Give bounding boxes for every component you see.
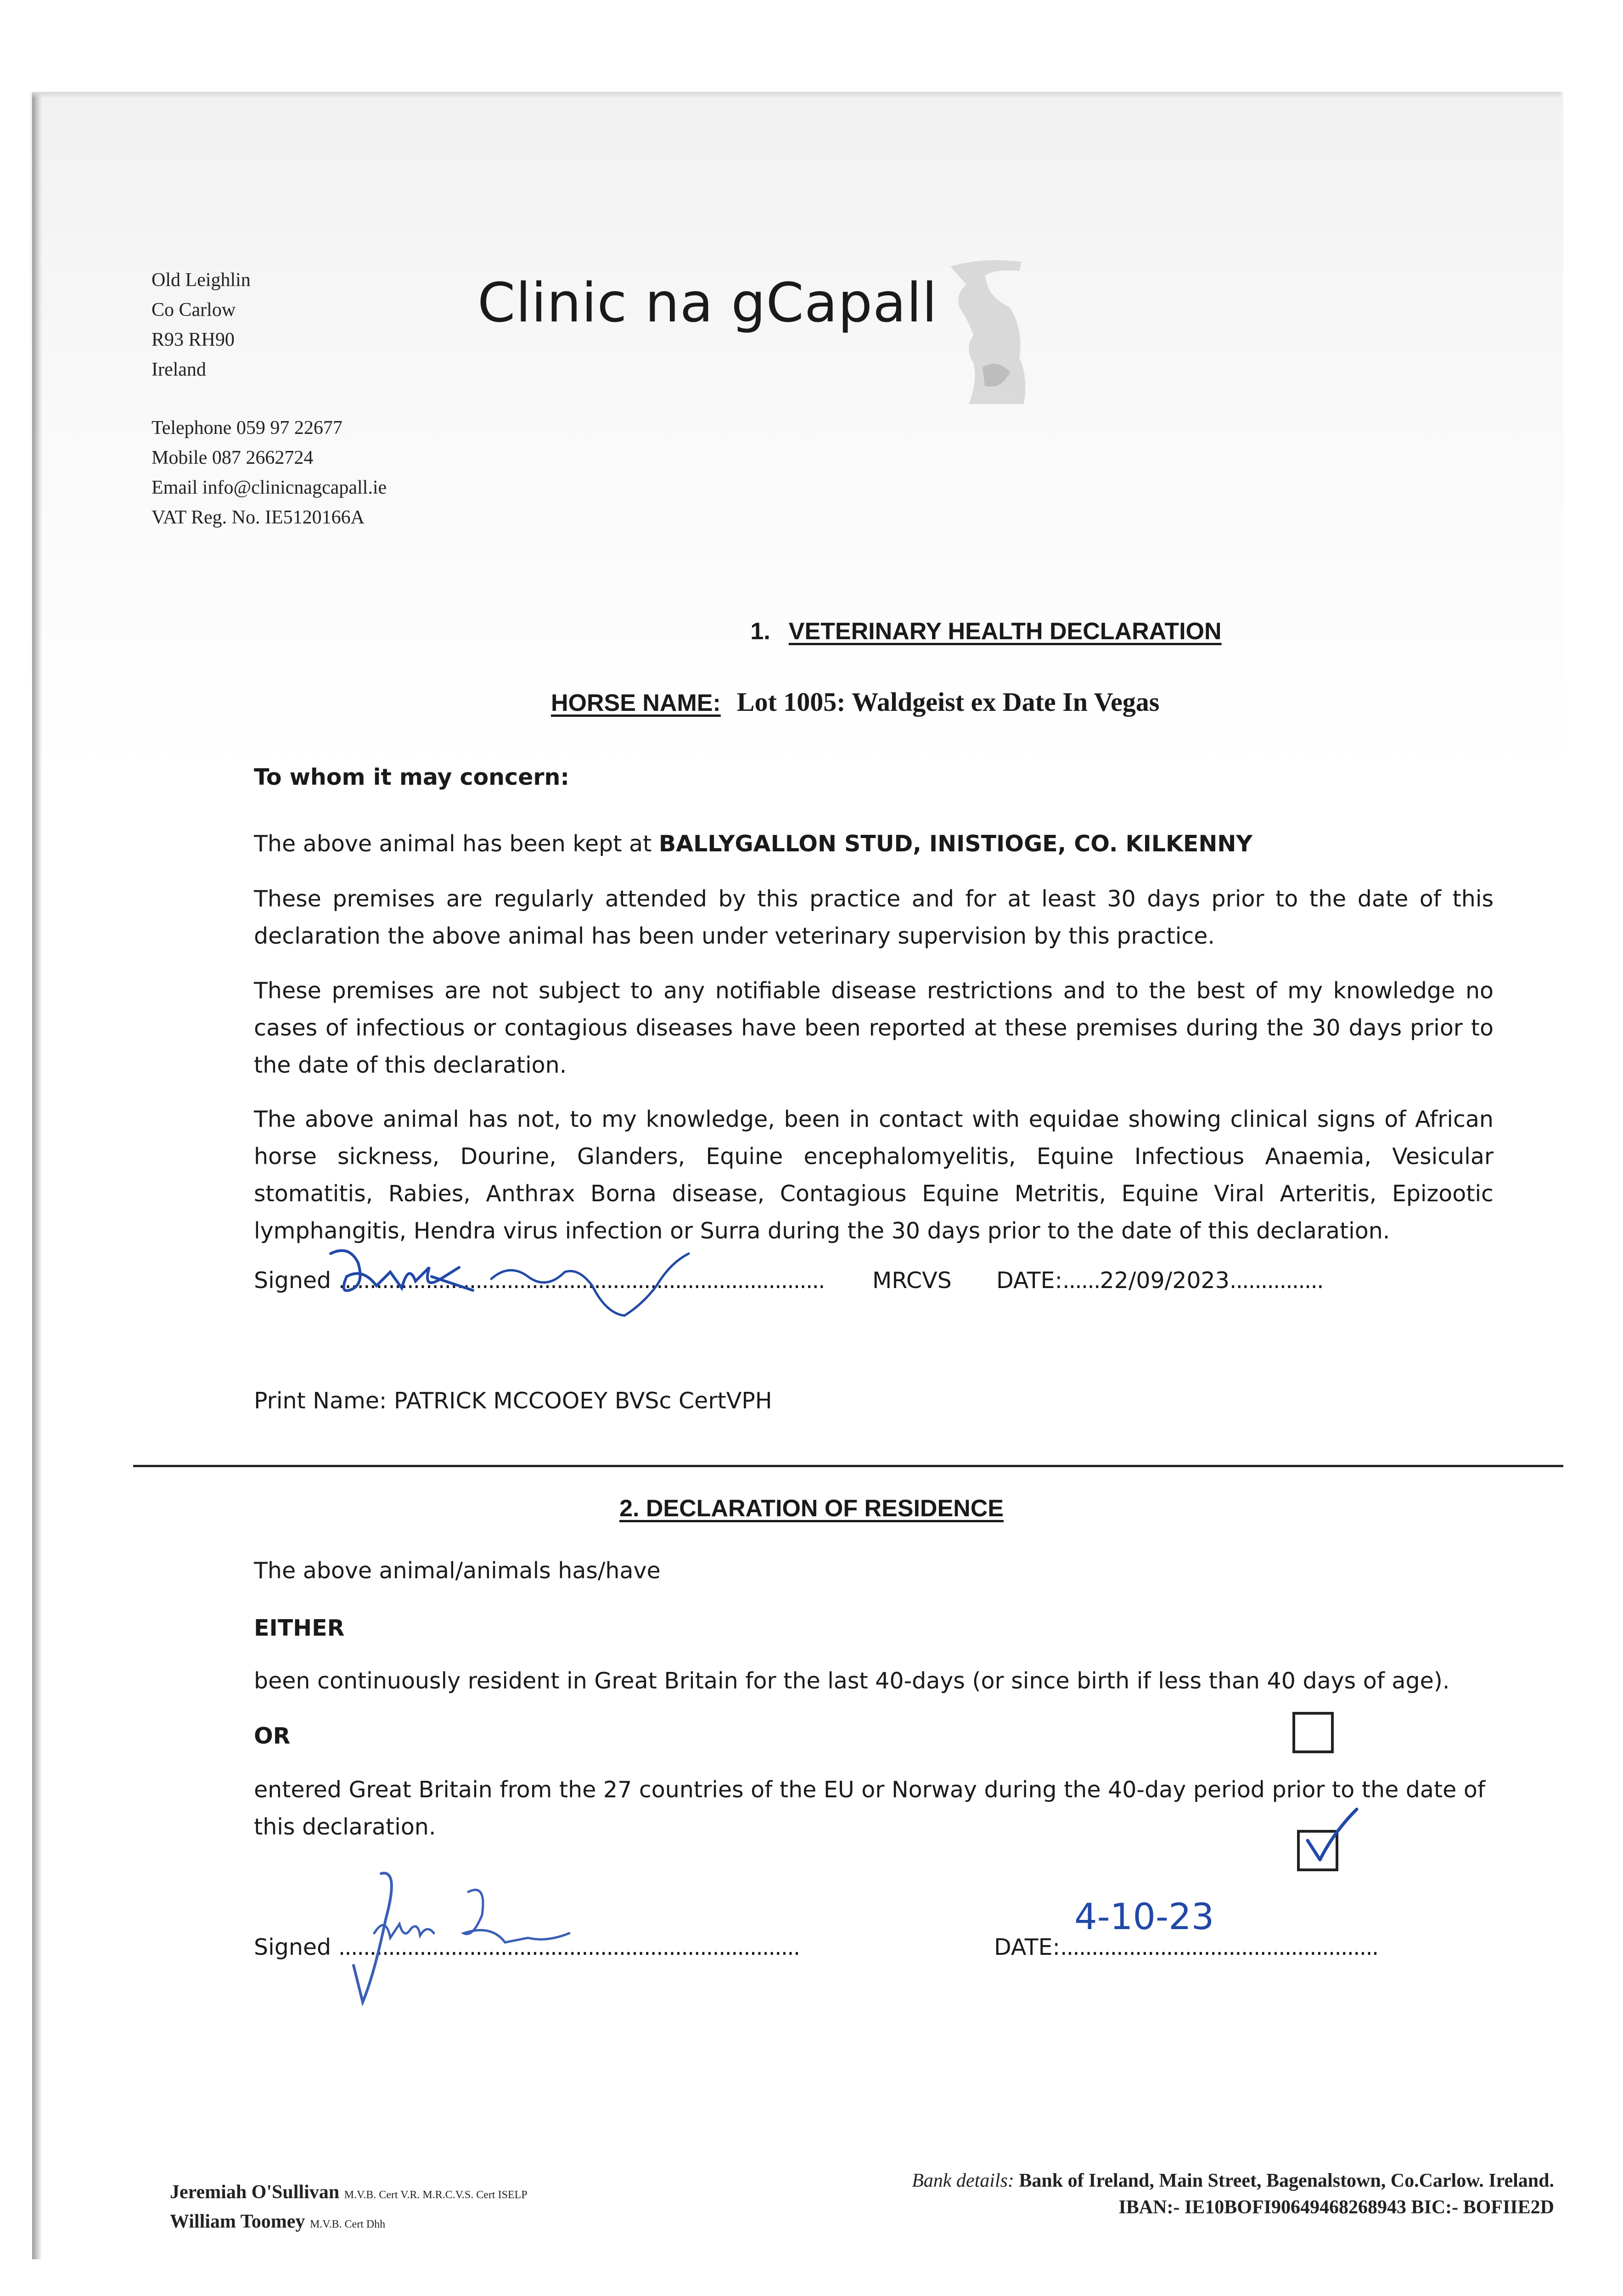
address-line: R93 RH90 (152, 329, 235, 350)
checkmark-icon (1299, 1805, 1364, 1874)
section2-heading (0, 1495, 1623, 1522)
section2-title: 2. DECLARATION OF RESIDENCE (619, 1495, 1004, 1522)
bank-details: Bank details: Bank of Ireland, Main Street, Bagenalstown, Co.Carlow. Ireland. (912, 2170, 1554, 2191)
option1-checkbox[interactable] (1292, 1712, 1334, 1753)
kept-prefix: The above animal has been kept at (254, 831, 659, 857)
option2-text: entered Great Britain from the 27 countries of the EU or Norway during the 40-day period prior to the date of this declaration. (254, 1777, 1486, 1840)
vet1: Jeremiah O'Sullivan M.V.B. Cert V.R. M.R.C.V.S. Cert ISELP (170, 2182, 528, 2203)
print-name: Print Name: PATRICK MCCOOEY BVSc CertVPH (254, 1388, 772, 1414)
vet2: William Toomey M.V.B. Cert Dhh (170, 2211, 386, 2232)
footer-bank (912, 2167, 1554, 2221)
section1-title: VETERINARY HEALTH DECLARATION (788, 618, 1222, 645)
horse-name-label: HORSE NAME: (551, 690, 721, 716)
residence-intro: The above animal/animals has/have (254, 1558, 661, 1584)
disease-restrictions-paragraph: These premises are not subject to any notifiable disease restrictions and to the best of my knowledge no cases of infectious or contagious diseases have been reported at these premises during the 30 days prior to the date of this declaration. (254, 978, 1494, 1078)
mobile: Mobile 087 2662724 (152, 447, 314, 468)
horse-logo-icon (941, 257, 1033, 409)
address-line: Ireland (152, 359, 206, 380)
section1-heading (174, 618, 1623, 645)
telephone: Telephone 059 97 22677 (152, 417, 343, 439)
owner-signature (331, 1864, 588, 2011)
horse-name-value: Lot 1005: Waldgeist ex Date In Vegas (736, 687, 1160, 717)
equidae-contact-paragraph: The above animal has not, to my knowledge, been in contact with equidae showing clinical signs of African horse sickness, Dourine, Glanders, Equine encephalomyelitis, Equine Infectious Anaemia, Vesicular stomatitis, Rabies, Anthrax Borna disease, Contagious Equine Metritis, Equine Viral Arteritis, Epizootic lymphangitis, Hendra virus infection or Surra during the 30 days prior to the date of this declaration. (254, 1106, 1494, 1244)
email: Email info@clinicnagcapall.ie (152, 477, 387, 498)
section1-number: 1. (750, 618, 770, 645)
scan-top-edge (32, 92, 1561, 98)
section-divider (133, 1465, 1563, 1467)
section1-date: DATE:......22/09/2023............... (996, 1267, 1323, 1294)
section2-handwritten-date: 4-10-23 (1074, 1896, 1214, 1938)
vat-number: VAT Reg. No. IE5120166A (152, 507, 365, 528)
section2-date: DATE:................................................... (994, 1934, 1378, 1960)
clinic-contact (152, 413, 387, 533)
or-label: OR (254, 1723, 291, 1749)
section1-date-value: 22/09/2023 (1100, 1267, 1230, 1294)
salutation: To whom it may concern: (254, 764, 569, 790)
option1-text: been continuously resident in Great Britain for the last 40-days (or since birth if less than 40 days of age). (254, 1668, 1450, 1694)
vet-signature (321, 1235, 716, 1336)
address-line: Co Carlow (152, 299, 236, 321)
signed-label: Signed .............................................................................. (254, 1267, 825, 1294)
kept-location: BALLYGALLON STUD, INISTIOGE, CO. KILKENNY (658, 831, 1252, 857)
scan-shadow-edge (32, 92, 42, 2259)
address-line: Old Leighlin (152, 270, 251, 291)
kept-at-statement (254, 825, 1494, 862)
clinic-name: Clinic na gCapall (477, 271, 938, 334)
either-label: EITHER (254, 1615, 345, 1641)
clinic-address (152, 265, 251, 385)
footer-vets (170, 2179, 528, 2238)
iban-bic: IBAN:- IE10BOFI90649468268943 BIC:- BOFIIE2D (1118, 2197, 1554, 2218)
horse-name-row (551, 687, 1159, 717)
mrcvs-label: MRCVS (872, 1267, 952, 1294)
supervision-paragraph: These premises are regularly attended by this practice and for at least 30 days prior to the date of this declaration the above animal has been under veterinary supervision by this practice. (254, 886, 1494, 949)
section2-signed: Signed .......................................................................... (254, 1934, 800, 1960)
